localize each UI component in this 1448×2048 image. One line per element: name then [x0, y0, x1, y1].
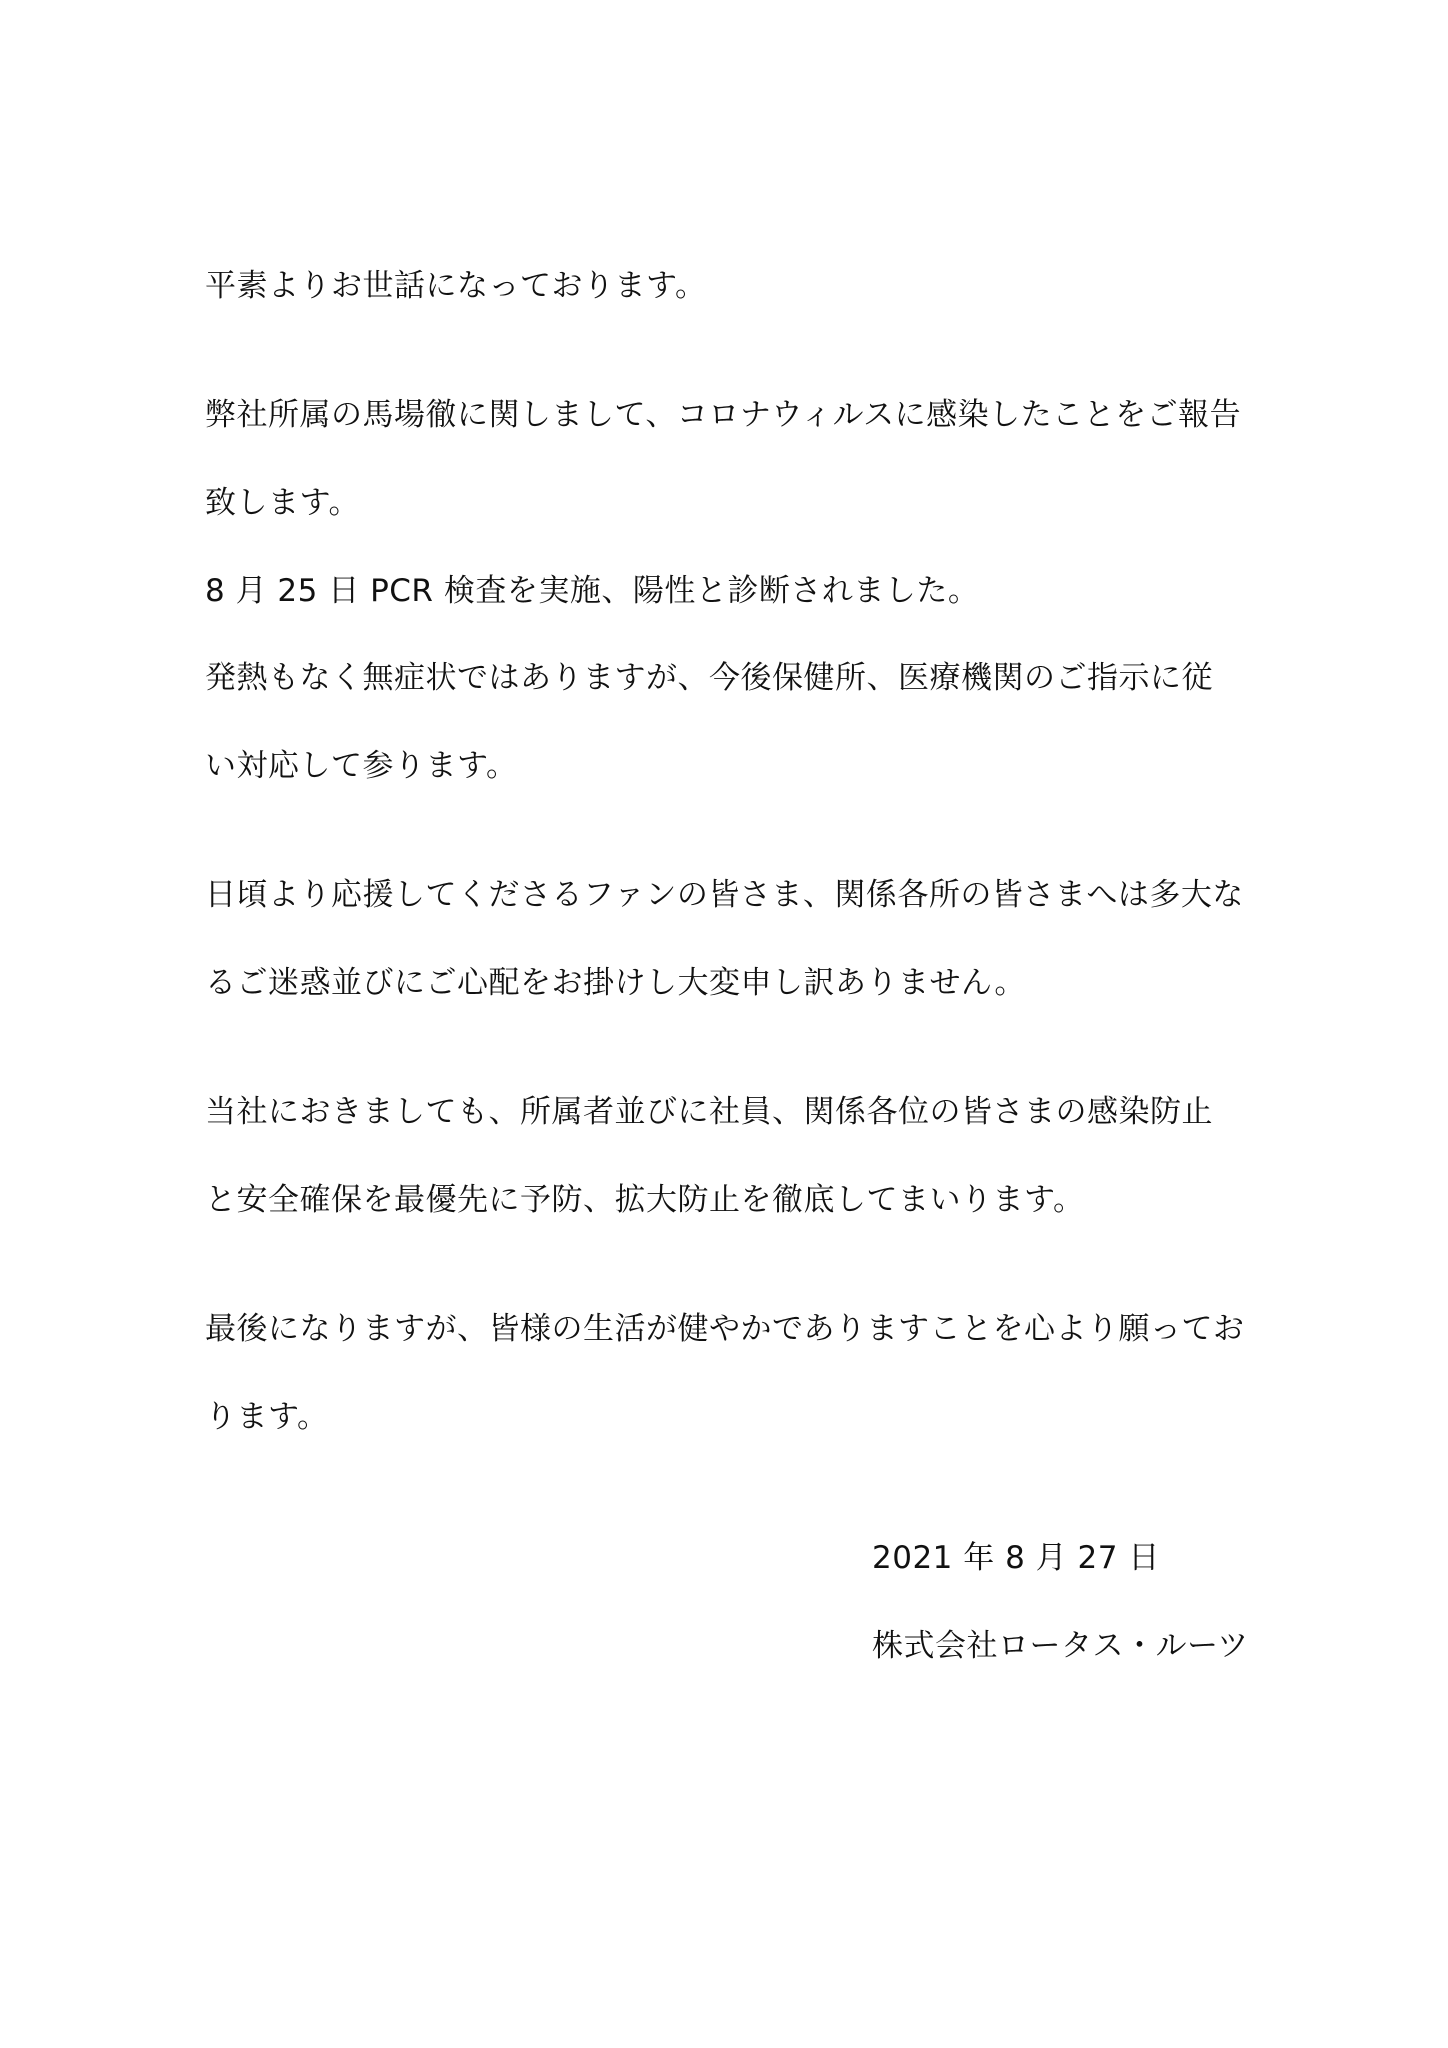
- paragraph-report-line-1: 弊社所属の馬場徹に関しまして、コロナウィルスに感染したことをご報告: [205, 397, 1242, 433]
- paragraph-closing-line-1: 最後になりますが、皆様の生活が健やかでありますことを心より願ってお: [205, 1311, 1245, 1347]
- paragraph-prevention-line-1: 当社におきましても、所属者並びに社員、関係各位の皆さまの感染防止: [205, 1094, 1213, 1130]
- document-date: 2021 年 8 月 27 日: [872, 1540, 1160, 1576]
- paragraph-closing-line-2: ります。: [205, 1399, 329, 1435]
- paragraph-condition-line-2: い対応して参ります。: [205, 748, 518, 784]
- paragraph-prevention-line-2: と安全確保を最優先に予防、拡大防止を徹底してまいります。: [205, 1182, 1085, 1218]
- paragraph-report-line-2: 致します。: [205, 485, 361, 521]
- paragraph-greeting: 平素よりお世話になっております。: [205, 268, 707, 304]
- company-name: 株式会社ロータス・ルーツ: [872, 1628, 1249, 1664]
- paragraph-condition-line-1: 発熱もなく無症状ではありますが、今後保健所、医療機関のご指示に従: [205, 660, 1213, 696]
- paragraph-test-result: 8 月 25 日 PCR 検査を実施、陽性と診断されました。: [205, 573, 980, 609]
- paragraph-apology-line-2: るご迷惑並びにご心配をお掛けし大変申し訳ありません。: [205, 965, 1026, 1001]
- paragraph-apology-line-1: 日頃より応援してくださるファンの皆さま、関係各所の皆さまへは多大な: [205, 877, 1244, 913]
